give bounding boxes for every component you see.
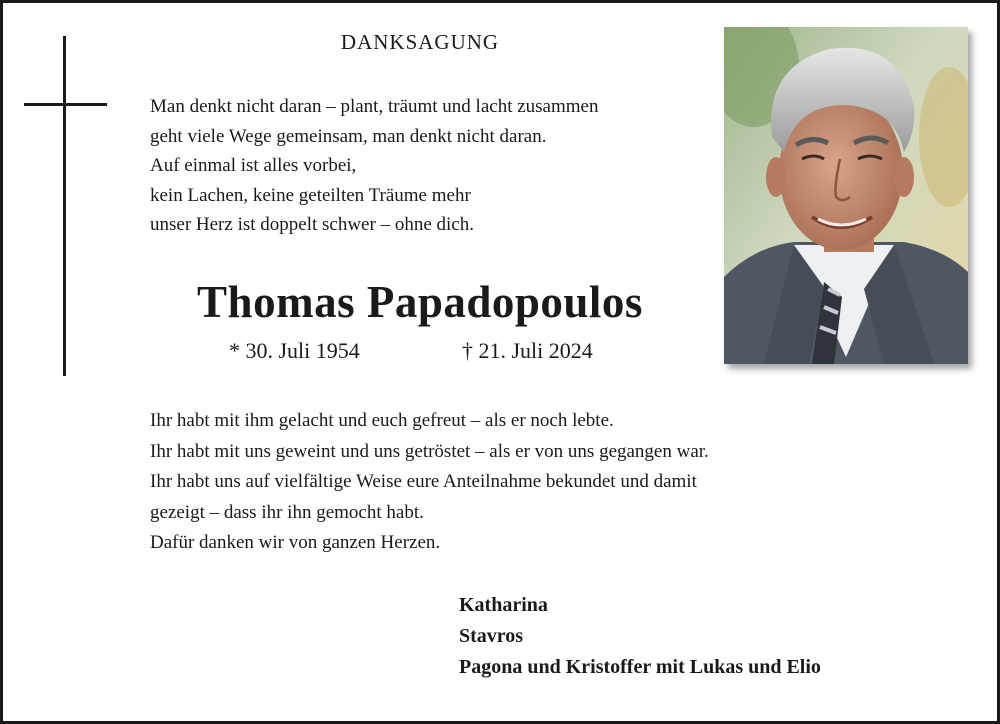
portrait-illustration [724, 27, 968, 364]
poem-line: Auf einmal ist alles vorbei, [150, 155, 357, 176]
notice-heading: DANKSAGUNG [340, 30, 500, 54]
signature-line: Pagona und Kristoffer mit Lukas und Elio [459, 656, 821, 678]
signatures [459, 590, 821, 683]
signature-line: Katharina [459, 594, 548, 616]
thanks-line: Ihr habt uns auf vielfältige Weise eure Anteilnahme bekundet und damit [150, 471, 697, 492]
poem-line: Man denkt nicht daran – plant, träumt und lacht zusammen [150, 96, 599, 117]
thanks-line: gezeigt – dass ihr ihn gemocht habt. [150, 501, 424, 523]
thanks-text [150, 406, 709, 559]
thanks-line: Ihr habt mit uns geweint und uns getröstet – als er von uns gegangen war. [150, 440, 709, 462]
portrait-photo [724, 27, 968, 364]
deceased-name: Thomas Papadopoulos [197, 277, 643, 327]
death-date: † 21. Juli 2024 [462, 338, 593, 363]
poem-line: unser Herz ist doppelt schwer – ohne dich. [150, 214, 474, 235]
birth-date: * 30. Juli 1954 [229, 338, 360, 363]
poem-line: kein Lachen, keine geteilten Träume mehr [150, 184, 471, 206]
poem [150, 92, 599, 240]
thanks-line: Dafür danken wir von ganzen Herzen. [150, 532, 441, 553]
thanks-line: Ihr habt mit ihm gelacht und euch gefreut – als er noch lebte. [150, 410, 614, 431]
signature-line: Stavros [459, 625, 524, 647]
poem-line: geht viele Wege gemeinsam, man denkt nicht daran. [150, 125, 547, 147]
